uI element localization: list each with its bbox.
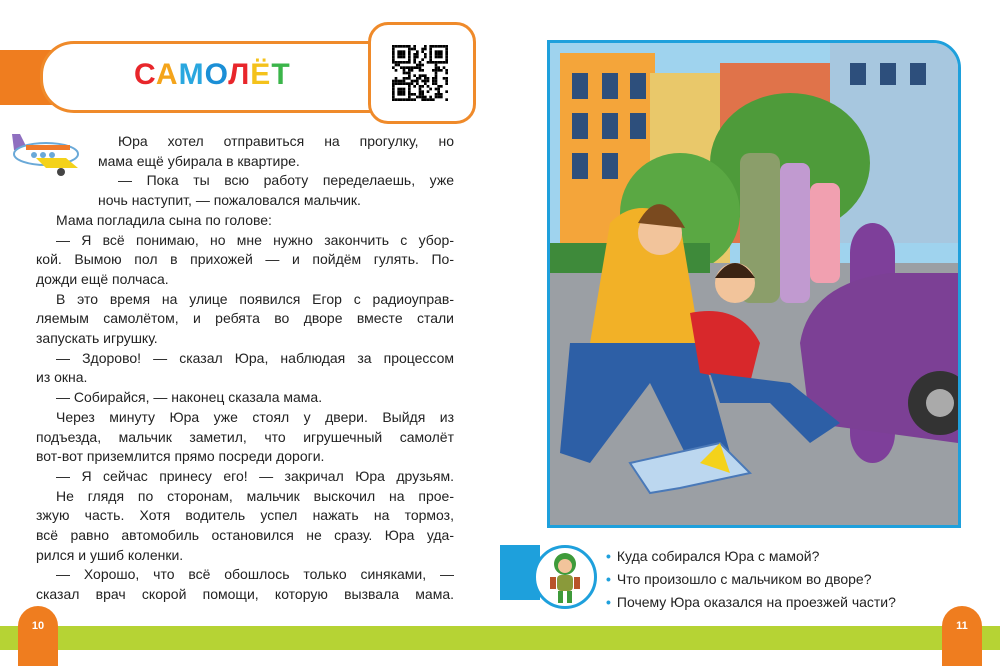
question-text: Куда собирался Юра с мамой?: [616, 548, 820, 564]
page-number-right: 11: [942, 606, 982, 666]
story-line: — Пока ты всю работу переделаешь, уже: [118, 172, 454, 189]
bullet-icon: •: [606, 571, 611, 587]
qr-code-icon[interactable]: [392, 45, 448, 101]
story-line: вот-вот приземлится прямо посреди дороги.: [36, 448, 325, 465]
story-line: Не глядя по сторонам, мальчик выскочил на прое-: [56, 487, 454, 504]
story-line: всё равно автомобиль остановился не сразу. Юра уда-: [36, 527, 454, 544]
story-line: — Здорово! — сказал Юра, наблюдая за процессом: [56, 349, 454, 366]
question-text: Почему Юра оказался на проезжей части?: [616, 594, 896, 610]
question-item: [606, 592, 896, 615]
title-letter: Л: [228, 58, 251, 91]
story-line: кой. Вымою пол в прихожей — и пойдём гулять. По-: [36, 251, 454, 268]
story-line: Мама погладила сына по голове:: [56, 211, 272, 228]
bullet-icon: •: [606, 548, 611, 564]
story-text: [36, 132, 454, 605]
story-line: Юра хотел отправиться на прогулку, но: [118, 133, 454, 149]
story-line: ляемым самолётом, и ребята во дворе вместе стали: [36, 310, 454, 327]
title-letter: Ё: [250, 58, 272, 91]
story-line: ночь наступит, — пожаловался мальчик.: [98, 192, 361, 209]
story-line: рился и ушиб коленки.: [36, 546, 184, 563]
story-line: подъезда, мальчик заметил, что игрушечный самолёт: [36, 428, 454, 445]
title-letter: А: [155, 58, 179, 91]
story-line: сказал врач скорой помощи, которую вызвала мама.: [36, 586, 454, 603]
decorative-footer-strip: [0, 626, 1000, 650]
page-number-left: 10: [18, 606, 58, 666]
story-line: дожди ещё полчаса.: [36, 270, 169, 287]
street-scene-image: [550, 43, 958, 525]
question-item: [606, 569, 896, 592]
title-letter: О: [204, 58, 229, 91]
question-text: Что произошло с мальчиком во дворе?: [616, 571, 872, 587]
title-letter: М: [178, 58, 205, 91]
title-letter: С: [134, 58, 156, 91]
story-line: — Я всё понимаю, но мне нужно закончить с убор-: [56, 231, 454, 248]
story-line: В это время на улице появился Егор с радиоуправ-: [56, 290, 454, 307]
story-illustration: [547, 40, 961, 528]
questions-list: [606, 546, 896, 615]
story-line: — Хорошо, что всё обошлось только синяками, —: [56, 566, 454, 583]
robot-mascot-icon: [536, 548, 594, 606]
bullet-icon: •: [606, 594, 611, 610]
story-line: зжую часть. Хотя водитель успел нажать на тормоз,: [36, 507, 454, 524]
story-line: мама ещё убирала в квартире.: [98, 152, 300, 169]
title-letter: Т: [271, 58, 291, 91]
story-line: — Я сейчас принесу его! — закричал Юра друзьям.: [56, 467, 454, 484]
story-line: из окна.: [36, 369, 88, 386]
story-line: запускать игрушку.: [36, 330, 158, 347]
question-item: [606, 546, 896, 569]
story-line: — Собирайся, — наконец сказала мама.: [56, 389, 323, 406]
mascot-avatar: [533, 545, 597, 609]
story-title: [134, 58, 291, 92]
story-line: Через минуту Юра уже стоял у двери. Выйдя из: [56, 408, 454, 425]
